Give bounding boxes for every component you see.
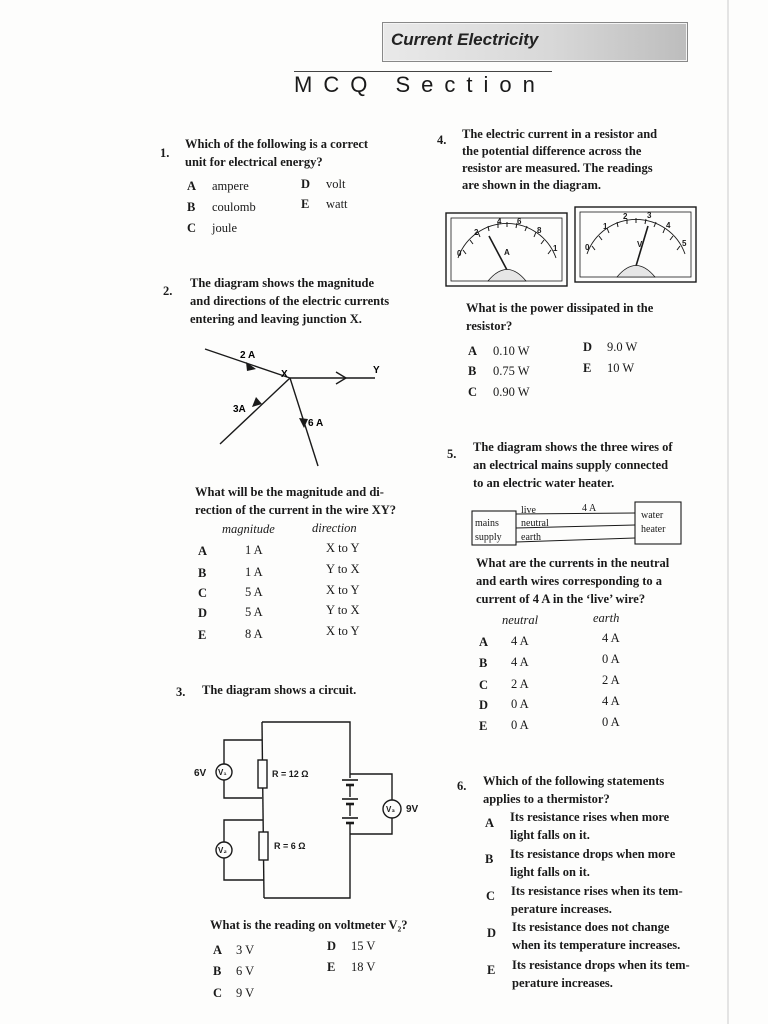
q4-option-c-text[interactable]: 0.90 W <box>493 385 530 399</box>
q3-text: The diagram shows a circuit. <box>202 683 357 697</box>
q5-row-letter: B <box>479 656 488 670</box>
q2-row-direction: X to Y <box>326 541 360 555</box>
chapter-title: Current Electricity <box>391 30 539 49</box>
q2-row-direction: Y to X <box>326 603 360 617</box>
q4-option-b-text[interactable]: 0.75 W <box>493 364 530 378</box>
label-water: water <box>641 510 664 521</box>
q5-row-letter: C <box>479 678 489 692</box>
q1-option-c-letter[interactable]: C <box>187 221 197 235</box>
q1-option-e-letter[interactable]: E <box>301 197 310 211</box>
label-v3-reading: 9V <box>406 804 419 815</box>
q4-option-c-letter[interactable]: C <box>468 385 478 399</box>
q5-row-earth: 2 A <box>602 673 620 687</box>
q1-option-d-text[interactable]: volt <box>326 177 346 191</box>
q3-option-b-text[interactable]: 6 V <box>236 964 255 978</box>
label-v1-reading: 6V <box>194 768 207 779</box>
q2-text-line1: The diagram shows the magnitude <box>190 276 375 290</box>
ammeter-scale-6: 6 <box>517 217 522 226</box>
q3-option-a-letter[interactable]: A <box>213 943 223 957</box>
q2-row-direction: X to Y <box>326 624 360 638</box>
q4-option-e-text[interactable]: 10 W <box>607 361 635 375</box>
q2-number: 2. <box>163 284 173 298</box>
q5-number: 5. <box>447 447 457 461</box>
q5-row-earth: 0 A <box>602 652 620 666</box>
q5-row-neutral: 4 A <box>511 655 529 669</box>
q2-row-letter: A <box>198 544 208 558</box>
voltmeter-scale-4: 4 <box>666 221 671 230</box>
q4-text-line1: The electric current in a resistor and <box>462 127 658 141</box>
q1-text-line1: Which of the following is a correct <box>185 137 369 151</box>
voltmeter-scale-1: 1 <box>603 222 608 231</box>
q4-option-a-text[interactable]: 0.10 W <box>493 344 530 358</box>
label-2a: 2 A <box>240 350 256 361</box>
q5-question-line1: What are the currents in the neutral <box>476 556 670 570</box>
q6-option-letter: B <box>485 852 494 866</box>
q2-row-magnitude: 1 A <box>245 543 263 557</box>
voltmeter-scale-3: 3 <box>647 211 652 220</box>
label-v3: V₃ <box>386 805 396 814</box>
q4-number: 4. <box>437 133 447 147</box>
voltmeter-scale-5: 5 <box>682 239 687 248</box>
q4-option-d-text[interactable]: 9.0 W <box>607 340 638 354</box>
label-earth: earth <box>521 532 541 543</box>
q5-row-neutral: 2 A <box>511 677 529 691</box>
q6-option-line1: Its resistance rises when more <box>510 810 670 824</box>
q2-text-line3: entering and leaving junction X. <box>190 312 362 326</box>
ammeter-scale-2: 2 <box>474 228 479 237</box>
q6-option-line1: Its resistance rises when its tem- <box>511 884 683 898</box>
q2-row-letter: C <box>198 586 208 600</box>
water-heater-box <box>635 502 681 544</box>
label-mains: mains <box>475 518 499 529</box>
q3-option-a-text[interactable]: 3 V <box>236 943 255 957</box>
q3-option-b-letter[interactable]: B <box>213 964 222 978</box>
q1-option-a-letter[interactable]: A <box>187 179 197 193</box>
q5-row-neutral: 0 A <box>511 697 529 711</box>
label-r2: R = 6 Ω <box>274 841 306 851</box>
q5-row-earth: 4 A <box>602 631 620 645</box>
q2-row-direction: X to Y <box>326 583 360 597</box>
q5-row-letter: E <box>479 719 488 733</box>
q5-text-line3: to an electric water heater. <box>473 476 615 490</box>
q6-number: 6. <box>457 779 467 793</box>
q1-option-c-text[interactable]: joule <box>212 221 237 235</box>
label-junction-x: X <box>281 369 288 380</box>
q2-row-direction: Y to X <box>326 562 360 576</box>
q3-option-d-text[interactable]: 15 V <box>351 939 376 953</box>
q6-option-line2: perature increases. <box>511 902 612 916</box>
q2-row-magnitude: 5 A <box>245 585 263 599</box>
q1-number: 1. <box>160 146 170 160</box>
q1-option-a-text[interactable]: ampere <box>212 179 249 193</box>
q4-text-line4: are shown in the diagram. <box>462 178 602 192</box>
q2-question-line2: rection of the current in the wire XY? <box>195 503 397 517</box>
q4-option-a-letter[interactable]: A <box>468 344 478 358</box>
q2-row-magnitude: 8 A <box>245 627 263 641</box>
q5-header-earth: earth <box>593 611 620 625</box>
q1-option-e-text[interactable]: watt <box>326 197 348 211</box>
q2-row-magnitude: 1 A <box>245 565 263 579</box>
label-r1: R = 12 Ω <box>272 769 309 779</box>
q2-row-letter: E <box>198 628 207 642</box>
q1-text-line2: unit for electrical energy? <box>185 155 323 169</box>
ammeter-scale-1: 1 <box>553 244 558 253</box>
q3-option-e-letter[interactable]: E <box>327 960 336 974</box>
q5-question-line2: and earth wires corresponding to a <box>476 574 662 588</box>
label-end-y: Y <box>373 365 380 376</box>
q5-row-letter: D <box>479 698 489 712</box>
q6-option-line1: Its resistance drops when more <box>510 847 676 861</box>
q3-option-c-text[interactable]: 9 V <box>236 986 255 1000</box>
q6-option-letter: C <box>486 889 496 903</box>
q2-header-magnitude: magnitude <box>222 522 275 536</box>
label-current-4a: 4 A <box>582 503 597 514</box>
q4-question-line1: What is the power dissipated in the <box>466 301 654 315</box>
q5-row-letter: A <box>479 635 489 649</box>
q6-text-line1: Which of the following statements <box>483 774 665 788</box>
label-heater: heater <box>641 524 666 535</box>
label-supply: supply <box>475 532 502 543</box>
q4-option-b-letter[interactable]: B <box>468 364 477 378</box>
label-3a: 3A <box>233 404 246 415</box>
q6-option-line1: Its resistance does not change <box>512 920 670 934</box>
q2-header-direction: direction <box>312 521 357 535</box>
q3-option-d-letter[interactable]: D <box>327 939 337 953</box>
q5-text-line2: an electrical mains supply connected <box>473 458 669 472</box>
q6-option-letter: E <box>487 963 496 977</box>
voltmeter-scale-0: 0 <box>585 243 590 252</box>
q3-option-e-text[interactable]: 18 V <box>351 960 376 974</box>
q5-row-earth: 0 A <box>602 715 620 729</box>
q5-question-line3: current of 4 A in the ‘live’ wire? <box>476 592 646 606</box>
q3-number: 3. <box>176 685 186 699</box>
q4-text-line2: the potential difference across the <box>462 144 642 158</box>
q6-option-line2: light falls on it. <box>510 828 590 842</box>
q4-option-d-letter[interactable]: D <box>583 340 593 354</box>
label-6a: 6 A <box>308 418 324 429</box>
q5-row-earth: 4 A <box>602 694 620 708</box>
q6-option-line2: light falls on it. <box>510 865 590 879</box>
ammeter-scale-8: 8 <box>537 226 542 235</box>
ammeter-scale-4: 4 <box>497 217 502 226</box>
label-neutral: neutral <box>521 518 549 529</box>
q2-row-letter: D <box>198 606 208 620</box>
ammeter-unit: A <box>504 248 510 257</box>
q5-text-line1: The diagram shows the three wires of <box>473 440 673 454</box>
q6-option-line2: when its temperature increases. <box>512 938 681 952</box>
q4-option-e-letter[interactable]: E <box>583 361 592 375</box>
q2-row-magnitude: 5 A <box>245 605 263 619</box>
q4-question-line2: resistor? <box>466 319 513 333</box>
q3-option-c-letter[interactable]: C <box>213 986 223 1000</box>
ammeter-scale-0: 0 <box>457 249 462 258</box>
q1-option-b-text[interactable]: coulomb <box>212 200 256 214</box>
q6-text-line2: applies to a thermistor? <box>483 792 610 806</box>
label-live: live <box>521 505 536 516</box>
voltmeter-scale-2: 2 <box>623 212 628 221</box>
section-title: MCQ Section <box>294 72 546 97</box>
q2-text-line2: and directions of the electric currents <box>190 294 390 308</box>
q6-option-line1: Its resistance drops when its tem- <box>512 958 690 972</box>
q6-option-letter: A <box>485 816 495 830</box>
q3-question: What is the reading on voltmeter V₂? <box>210 918 408 932</box>
q4-text-line3: resistor are measured. The readings <box>462 161 653 175</box>
q5-header-neutral: neutral <box>502 613 539 627</box>
q6-option-line2: perature increases. <box>512 976 613 990</box>
label-v2: V₂ <box>218 846 227 855</box>
q5-row-neutral: 0 A <box>511 718 529 732</box>
q1-option-b-letter[interactable]: B <box>187 200 196 214</box>
q6-option-letter: D <box>487 926 497 940</box>
q5-row-neutral: 4 A <box>511 634 529 648</box>
q1-option-d-letter[interactable]: D <box>301 177 311 191</box>
q2-question-line1: What will be the magnitude and di- <box>195 485 384 499</box>
label-v1: V₁ <box>218 768 227 777</box>
voltmeter-unit: V <box>637 240 643 249</box>
q2-row-letter: B <box>198 566 207 580</box>
